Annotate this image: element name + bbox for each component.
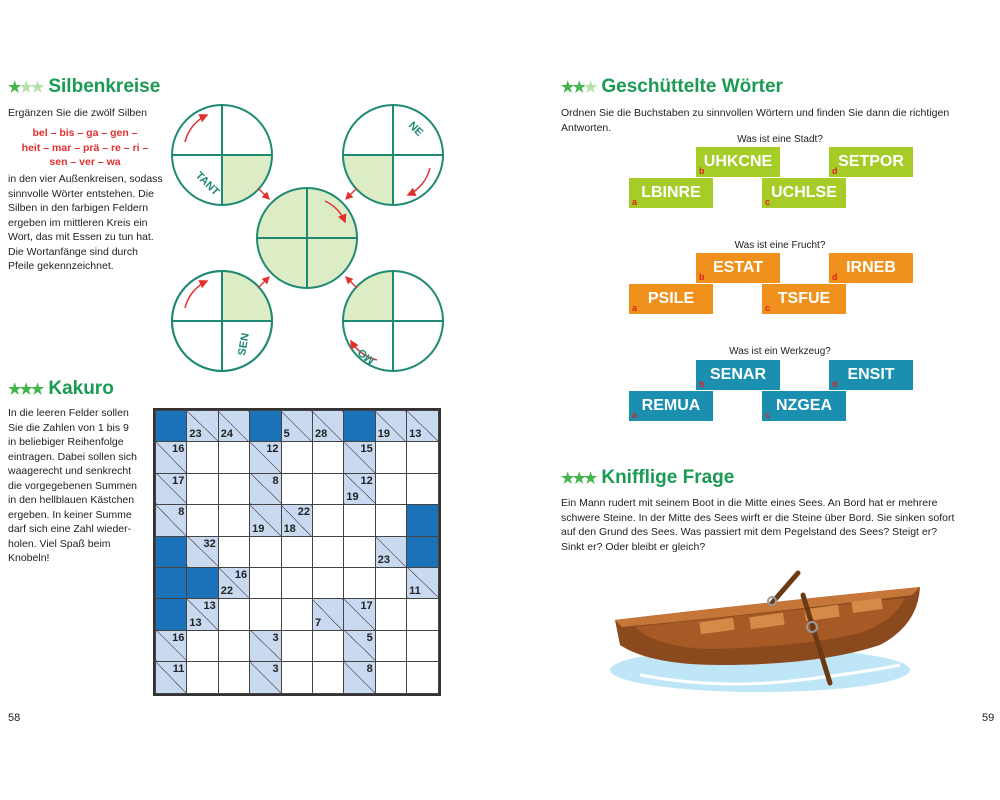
text-line: waagerecht und senkrecht bbox=[8, 465, 132, 477]
kakuro-input-cell[interactable] bbox=[344, 567, 375, 598]
kakuro-input-cell[interactable] bbox=[218, 536, 249, 567]
difficulty-stars-icon: ★★★ bbox=[8, 79, 43, 96]
frage-text bbox=[561, 496, 991, 554]
kakuro-heading bbox=[8, 378, 114, 400]
kakuro-input-cell[interactable] bbox=[312, 505, 343, 536]
page-number-left: 58 bbox=[8, 712, 21, 724]
word-text: UHKCNE bbox=[703, 153, 773, 170]
clue-right: 12 bbox=[360, 474, 373, 487]
clue-down: 24 bbox=[220, 428, 234, 441]
text-line: in den hellblauen Kästchen bbox=[8, 494, 135, 506]
kakuro-input-cell[interactable] bbox=[375, 662, 406, 693]
clue-right: 16 bbox=[172, 631, 185, 644]
circle-center bbox=[257, 188, 357, 288]
kakuro-blocked-cell bbox=[407, 536, 438, 567]
circle-bottom-left bbox=[172, 271, 272, 371]
text-line: darf sich eine Zahl wieder- bbox=[8, 523, 132, 535]
kakuro-input-cell[interactable] bbox=[281, 662, 312, 693]
given-syllable-top-left: TANT bbox=[192, 169, 222, 199]
kakuro-input-cell[interactable] bbox=[218, 599, 249, 630]
kakuro-row bbox=[156, 505, 439, 536]
clue-right: 5 bbox=[366, 631, 373, 644]
clue-down: 19 bbox=[346, 491, 359, 504]
text-line: Die Wortanfänge sind durch bbox=[8, 245, 138, 258]
silbenkreise-instructions bbox=[8, 172, 173, 274]
kakuro-input-cell[interactable] bbox=[218, 442, 249, 473]
word-text: IRNEB bbox=[846, 259, 896, 276]
clue-right: 3 bbox=[272, 663, 279, 676]
kakuro-input-cell[interactable] bbox=[407, 630, 438, 661]
word-tile: a LBINRE bbox=[629, 178, 713, 208]
woerter-instructions: Ordnen Sie die Buchstaben zu sinnvollen Wörtern und finden Sie dann die richtigen Antworten. bbox=[561, 107, 950, 134]
word-text: REMUA bbox=[641, 397, 701, 414]
kakuro-input-cell[interactable] bbox=[312, 536, 343, 567]
kakuro-input-cell[interactable] bbox=[407, 599, 438, 630]
syllable-line: sen – ver – wa bbox=[49, 156, 121, 168]
kakuro-clue-cell bbox=[312, 599, 343, 630]
clue-down: 5 bbox=[283, 428, 290, 441]
word-tile: d ENSIT bbox=[829, 360, 913, 390]
kakuro-clue-cell bbox=[156, 505, 187, 536]
circle-bottom-right bbox=[343, 271, 443, 371]
kakuro-input-cell[interactable] bbox=[312, 473, 343, 504]
clue-down: 13 bbox=[409, 428, 422, 441]
word-text: SENAR bbox=[709, 366, 766, 383]
syllable-circles-diagram bbox=[165, 98, 450, 378]
kakuro-input-cell[interactable] bbox=[281, 567, 312, 598]
clue-down: 13 bbox=[189, 616, 202, 629]
kakuro-clue-cell bbox=[281, 411, 312, 442]
word-text: SETPOR bbox=[838, 153, 904, 170]
kakuro-clue-cell bbox=[375, 411, 406, 442]
kakuro-clue-cell bbox=[156, 442, 187, 473]
kakuro-blocked-cell bbox=[156, 567, 187, 598]
kakuro-clue-cell bbox=[187, 411, 218, 442]
given-syllable-bottom-right: MO bbox=[355, 345, 378, 367]
text-line: Pfeile gekennzeichnet. bbox=[8, 260, 114, 272]
clue-right: 22 bbox=[297, 506, 310, 519]
kakuro-clue-cell bbox=[375, 536, 406, 567]
kakuro-blocked-cell bbox=[156, 599, 187, 630]
kakuro-row bbox=[156, 599, 439, 630]
kakuro-clue-cell bbox=[407, 411, 438, 442]
difficulty-stars-icon: ★★★ bbox=[8, 381, 43, 398]
clue-right: 16 bbox=[172, 443, 185, 456]
difficulty-stars-icon: ★★★ bbox=[561, 470, 596, 487]
kakuro-input-cell[interactable] bbox=[218, 662, 249, 693]
word-tile: a REMUA bbox=[629, 391, 713, 421]
woerter-title: Geschüttelte Wörter bbox=[601, 76, 783, 97]
clue-right: 8 bbox=[366, 663, 373, 676]
kakuro-clue-cell bbox=[344, 662, 375, 693]
silbenkreise-title: Silbenkreise bbox=[48, 76, 161, 97]
kakuro-input-cell[interactable] bbox=[250, 599, 281, 630]
syllable-line: bel – bis – ga – gen – bbox=[32, 127, 138, 139]
kakuro-clue-cell bbox=[344, 442, 375, 473]
kakuro-clue-cell bbox=[344, 630, 375, 661]
syllable-line: heit – mar – prä – re – ri – bbox=[21, 141, 149, 154]
clue-down: 7 bbox=[314, 616, 322, 629]
kakuro-input-cell[interactable] bbox=[218, 473, 249, 504]
kakuro-input-cell[interactable] bbox=[187, 630, 218, 661]
kakuro-clue-cell bbox=[312, 411, 343, 442]
kakuro-input-cell[interactable] bbox=[250, 567, 281, 598]
clue-right: 12 bbox=[266, 443, 279, 456]
given-syllable-top-right: NE bbox=[405, 119, 426, 139]
text-line: sinnvolle Wörter entstehen. Die bbox=[8, 187, 154, 200]
kakuro-instructions bbox=[8, 406, 150, 566]
kakuro-row bbox=[156, 662, 439, 693]
rowboat-illustration bbox=[600, 565, 930, 700]
word-text: LBINRE bbox=[641, 184, 701, 201]
word-tile: d IRNEB bbox=[829, 253, 913, 283]
text-line: in beliebiger Reihenfolge bbox=[8, 436, 124, 448]
clue-right: 17 bbox=[360, 600, 373, 613]
kakuro-input-cell[interactable] bbox=[312, 442, 343, 473]
kakuro-row bbox=[156, 473, 439, 504]
arrow-icon bbox=[346, 277, 357, 288]
kakuro-input-cell[interactable] bbox=[281, 442, 312, 473]
word-text: ESTAT bbox=[712, 259, 764, 276]
kakuro-input-cell[interactable] bbox=[187, 662, 218, 693]
clue-down: 23 bbox=[377, 553, 390, 566]
clue-down: 23 bbox=[189, 428, 202, 441]
kakuro-input-cell[interactable] bbox=[375, 442, 406, 473]
word-tile: b SENAR bbox=[696, 360, 780, 390]
kakuro-clue-cell bbox=[250, 473, 281, 504]
text-line: Sinkt er? Oder bleibt er gleich? bbox=[561, 540, 706, 553]
clue-right: 3 bbox=[272, 631, 279, 644]
kakuro-input-cell[interactable] bbox=[187, 442, 218, 473]
kakuro-blocked-cell bbox=[407, 505, 438, 536]
frage-title: Knifflige Frage bbox=[601, 467, 735, 488]
clue-right: 15 bbox=[360, 443, 373, 456]
kakuro-clue-cell bbox=[218, 567, 249, 598]
kakuro-input-cell[interactable] bbox=[344, 536, 375, 567]
text-line: ergeben im mittleren Kreis ein bbox=[8, 216, 148, 229]
kakuro-input-cell[interactable] bbox=[375, 567, 406, 598]
arrow-icon bbox=[346, 188, 357, 199]
kakuro-input-cell[interactable] bbox=[407, 473, 438, 504]
arrow-icon bbox=[258, 277, 269, 288]
woerter-heading bbox=[561, 76, 783, 98]
kakuro-clue-cell bbox=[344, 599, 375, 630]
kakuro-input-cell[interactable] bbox=[281, 473, 312, 504]
silbenkreise-heading bbox=[8, 76, 160, 98]
text-line: die vorgegebenen Summen bbox=[8, 479, 138, 492]
kakuro-clue-cell bbox=[187, 599, 218, 630]
given-syllable-bottom-left: SEN bbox=[236, 332, 252, 357]
kakuro-input-cell[interactable] bbox=[407, 662, 438, 693]
page-number-right: 59 bbox=[982, 712, 995, 724]
kakuro-input-cell[interactable] bbox=[281, 536, 312, 567]
text-line: In die leeren Felder sollen bbox=[8, 407, 129, 419]
text-line: schwere Steine. In der Mitte des Sees wirft er die Steine über Bord. Sie sinken sofort bbox=[561, 511, 955, 524]
kakuro-blocked-cell bbox=[250, 411, 281, 442]
kakuro-input-cell[interactable] bbox=[344, 505, 375, 536]
kakuro-clue-cell bbox=[407, 567, 438, 598]
word-tile: b ESTAT bbox=[696, 253, 780, 283]
word-text: UCHLSE bbox=[771, 184, 837, 201]
word-tile: a PSILE bbox=[629, 284, 713, 314]
text-line: in den vier Außenkreisen, sodass bbox=[8, 173, 163, 185]
kakuro-input-cell[interactable] bbox=[312, 630, 343, 661]
kakuro-input-cell[interactable] bbox=[375, 505, 406, 536]
kakuro-input-cell[interactable] bbox=[375, 473, 406, 504]
kakuro-input-cell[interactable] bbox=[218, 630, 249, 661]
kakuro-clue-cell bbox=[156, 662, 187, 693]
kakuro-row bbox=[156, 536, 439, 567]
kakuro-input-cell[interactable] bbox=[187, 473, 218, 504]
word-tile: c NZGEA bbox=[762, 391, 846, 421]
circle-top-left bbox=[172, 105, 272, 205]
clue-down: 19 bbox=[252, 522, 265, 535]
kakuro-input-cell[interactable] bbox=[281, 599, 312, 630]
text-line: holen. Viel Spaß beim bbox=[8, 537, 111, 550]
kakuro-clue-cell bbox=[250, 630, 281, 661]
clue-right: 32 bbox=[203, 537, 216, 550]
text-line: eintragen. Dabei sollen sich bbox=[8, 450, 137, 463]
arrow-icon bbox=[258, 188, 269, 199]
kakuro-clue-cell bbox=[187, 536, 218, 567]
silbenkreise-intro: Ergänzen Sie die zwölf Silben bbox=[8, 107, 147, 119]
difficulty-stars-icon: ★★★ bbox=[561, 79, 596, 96]
word-tile: c UCHLSE bbox=[762, 178, 846, 208]
kakuro-input-cell[interactable] bbox=[281, 630, 312, 661]
clue-down: 11 bbox=[409, 585, 421, 598]
kakuro-input-cell[interactable] bbox=[312, 567, 343, 598]
frage-heading bbox=[561, 467, 734, 489]
kakuro-clue-cell bbox=[281, 505, 312, 536]
kakuro-grid bbox=[153, 408, 441, 696]
text-line: Sie die Zahlen von 1 bis 9 bbox=[8, 421, 129, 434]
kakuro-blocked-cell bbox=[156, 536, 187, 567]
kakuro-clue-cell bbox=[344, 473, 375, 504]
question-fruit: Was ist eine Frucht? bbox=[734, 240, 826, 251]
text-line: Wort, das mit Essen zu tun hat. bbox=[8, 231, 154, 243]
kakuro-clue-cell bbox=[218, 411, 249, 442]
question-city: Was ist eine Stadt? bbox=[737, 134, 823, 145]
kakuro-clue-cell bbox=[156, 473, 187, 504]
clue-right: 8 bbox=[272, 474, 279, 487]
clue-down: 18 bbox=[283, 522, 296, 535]
word-tile: b UHKCNE bbox=[696, 147, 780, 177]
kakuro-row bbox=[156, 411, 439, 442]
clue-down: 28 bbox=[314, 428, 328, 441]
kakuro-row bbox=[156, 567, 439, 598]
syllable-list bbox=[20, 126, 150, 170]
clue-right: 13 bbox=[203, 600, 216, 613]
clue-right: 17 bbox=[172, 474, 185, 487]
kakuro-row bbox=[156, 630, 439, 661]
clue-right: 16 bbox=[234, 568, 248, 581]
kakuro-clue-cell bbox=[250, 505, 281, 536]
kakuro-blocked-cell bbox=[344, 411, 375, 442]
word-text: NZGEA bbox=[776, 397, 832, 414]
kakuro-input-cell[interactable] bbox=[250, 536, 281, 567]
kakuro-input-cell[interactable] bbox=[218, 505, 249, 536]
kakuro-input-cell[interactable] bbox=[407, 442, 438, 473]
kakuro-input-cell[interactable] bbox=[375, 599, 406, 630]
text-line: Silben in den farbigen Feldern bbox=[8, 202, 149, 214]
kakuro-row bbox=[156, 442, 439, 473]
text-line: Ein Mann rudert mit seinem Boot in die Mitte eines Sees. An Bord hat er mehrere bbox=[561, 497, 938, 509]
kakuro-title: Kakuro bbox=[48, 378, 114, 399]
word-tile: d SETPOR bbox=[829, 147, 913, 177]
text-line: Knobeln! bbox=[8, 552, 50, 564]
clue-right: 8 bbox=[178, 506, 185, 519]
kakuro-blocked-cell bbox=[187, 567, 218, 598]
word-text: TSFUE bbox=[777, 290, 831, 307]
circle-top-right bbox=[343, 105, 443, 205]
kakuro-blocked-cell bbox=[156, 411, 187, 442]
clue-down: 22 bbox=[220, 585, 234, 598]
kakuro-input-cell[interactable] bbox=[312, 662, 343, 693]
kakuro-input-cell[interactable] bbox=[187, 505, 218, 536]
clue-down: 19 bbox=[377, 428, 390, 441]
word-tile: c TSFUE bbox=[762, 284, 846, 314]
kakuro-clue-cell bbox=[156, 630, 187, 661]
text-line: ergeben. In keiner Summe bbox=[8, 508, 132, 521]
clue-right: 11 bbox=[172, 663, 185, 676]
word-text: ENSIT bbox=[847, 366, 895, 383]
text-line: auf den Grund des Sees. Was passiert mit dem Pegelstand des Sees? Steigt er? bbox=[561, 526, 938, 538]
kakuro-input-cell[interactable] bbox=[375, 630, 406, 661]
question-tool: Was ist ein Werkzeug? bbox=[729, 346, 831, 357]
kakuro-clue-cell bbox=[250, 442, 281, 473]
word-text: PSILE bbox=[647, 290, 695, 307]
kakuro-clue-cell bbox=[250, 662, 281, 693]
